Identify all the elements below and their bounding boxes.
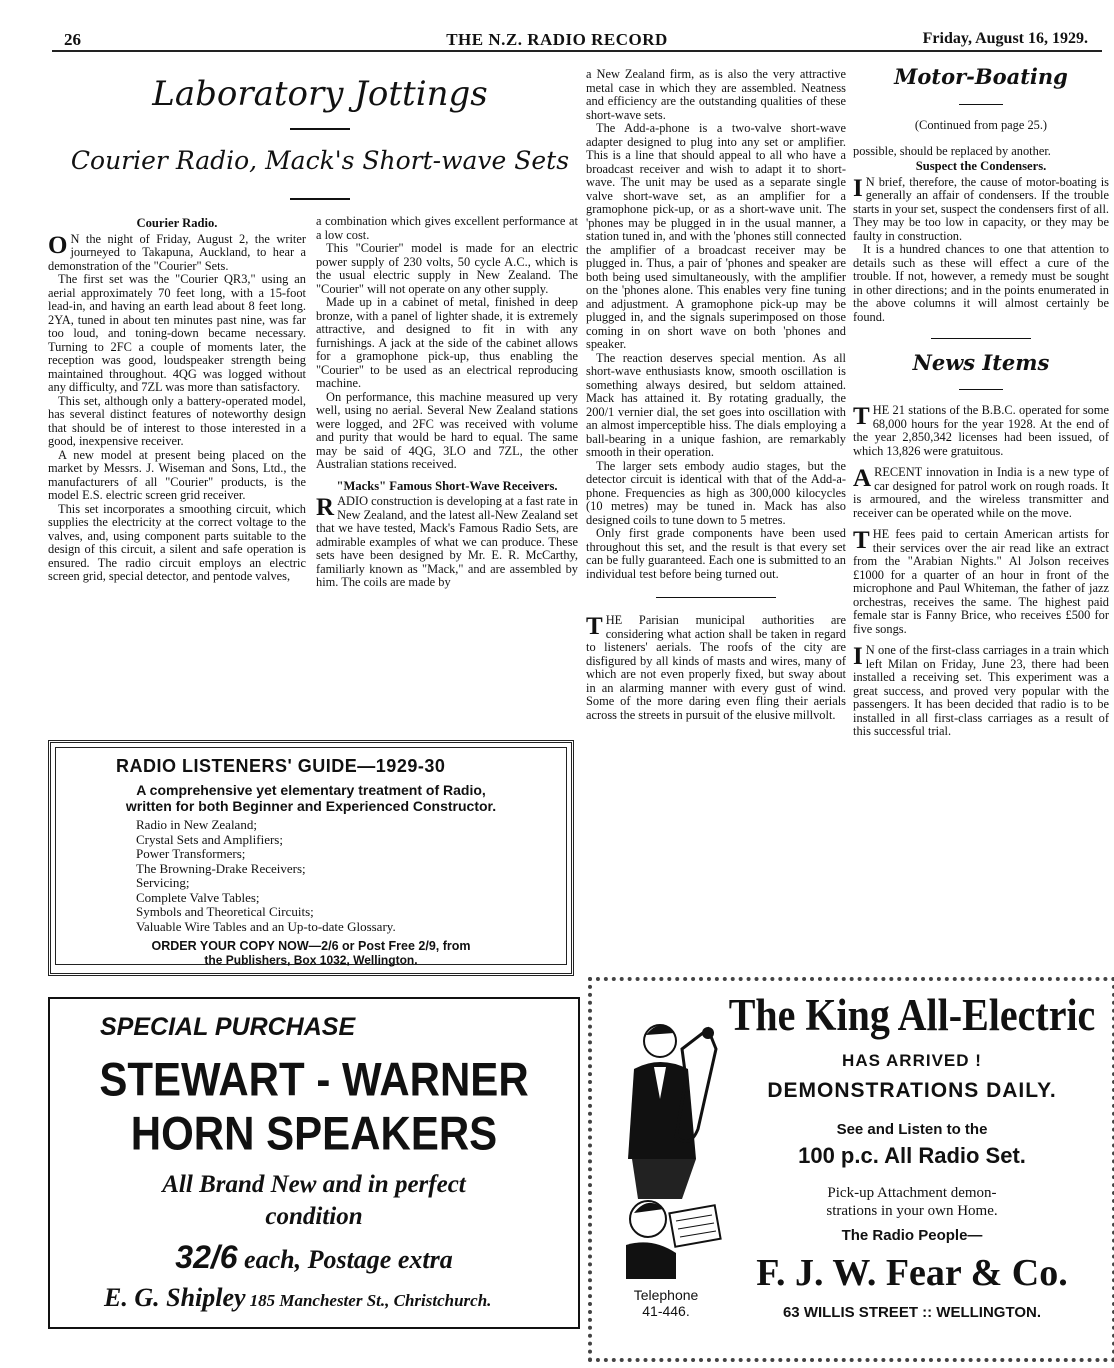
- col1-para-3: This set, although only a battery-operated model, has several distinct features of noteworthy design that should be of interest to those interested in a good, inexpensive receiver.: [48, 393, 306, 448]
- guide-list-item: Valuable Wire Tables and an Up-to-date Glossary.: [136, 918, 396, 934]
- header-rule: [52, 50, 1102, 52]
- col3-para-1: a New Zealand firm, as is also the very attractive metal case in which they are assembled. Neatness and efficiency are the outstanding qualities of these short-wave sets.: [586, 67, 846, 122]
- col3-para-5: Only first grade components have been used throughout this set, and the result is that every set can be fully guaranteed. Each one is submitted to an individual test before being turned out.: [586, 526, 846, 581]
- ship-name: E. G. Shipley: [104, 1283, 246, 1312]
- col-2: [316, 215, 578, 590]
- issue-date: Friday, August 16, 1929.: [922, 30, 1088, 47]
- drop-cap: I: [853, 174, 863, 202]
- drop-cap: T: [586, 613, 603, 640]
- king-pickup-2: strations in your own Home.: [826, 1203, 998, 1219]
- lab-title: Laboratory Jottings: [152, 74, 488, 114]
- guide-order-1: ORDER YOUR COPY NOW—2/6 or Post Free 2/9, from: [151, 939, 471, 953]
- guide-ad: [48, 740, 574, 976]
- drop-cap: T: [853, 403, 870, 430]
- king-people: The Radio People—: [841, 1227, 983, 1244]
- guide-list-item: Symbols and Theoretical Circuits;: [136, 904, 314, 919]
- col3-para-3: The reaction deserves special mention. As all short-wave enthusiasts know, smooth oscillation is something always desired, but seldom attained. Mack has attained it. By rotating gradually, the 200/1 vernier dial, the set goes into oscillation with an almost imperceptible hiss. The dials employing a ball-bearing in a unique fashion, are remarkably smooth in their operation.: [586, 350, 846, 459]
- news-item-2: ARECENT innovation in India is a new type of car designed for patrol work on rough roads. It is armoured, and the wireless transmitter and receiver can be operated while on the move.: [853, 465, 1109, 520]
- guide-order-2: the Publishers, Box 1032, Wellington.: [204, 953, 418, 967]
- guide-list-item: Servicing;: [136, 875, 190, 890]
- king-demos: DEMONSTRATIONS DAILY.: [767, 1079, 1057, 1102]
- col3-para-2: The Add-a-phone is a two-valve short-wave adapter designed to plug into any set or amplifier. This is a line that should appeal to all who have a broadcast receiver and wish to adapt it to short-wave. The unit may be used as a separate single valve short-wave set, as an amplifier for a gramophone pick-up, or as a short-wave unit. The 'phones may be plugged in in the usual manner, a station tuned in, and with the 'phones still connected the amplifier of a broadcast receiver may be plugged in. Thus, a pair of 'phones and speaker are both being used simultaneously, with the amplifier on the 'phones alone. This enables very fine tuning and adjustment. A gramophone pick-up may be plugged in, and the signals superimposed on those coming in on short wave on both 'phones and speaker.: [586, 121, 846, 351]
- motor-para-2: It is a hundred chances to one that attention to details such as these will effect a cure of the trouble. If not, however, a remedy must be sought in other directions; and in the points enumerated in the above columns it will almost certainly be found.: [853, 242, 1109, 324]
- ship-price-line: [50, 1239, 578, 1276]
- guide-list-item: Crystal Sets and Amplifiers;: [136, 831, 283, 847]
- ship-price: 32/6: [175, 1239, 238, 1275]
- guide-list-item: Power Transformers;: [136, 846, 246, 861]
- ship-line-3: All Brand New and in perfect: [162, 1171, 466, 1198]
- lab-title-block: [60, 72, 580, 200]
- ship-line-2: HORN SPEAKERS: [130, 1107, 498, 1160]
- special-purchase: SPECIAL PURCHASE: [100, 1013, 356, 1041]
- col-3: [586, 68, 846, 722]
- drop-cap: O: [48, 231, 68, 259]
- news-item-4: I N one of the first-class carriages in a train which left Milan on Friday, June 23, there had been installed a receiving set. This experiment was a great success, and proved very popular with the passengers. It has been decided that radio is to be installed in all first-class carriages as a result of this successful trial.: [853, 643, 1109, 738]
- col1-para-4: A new model at present being placed on the market by Messrs. J. Wiseman and Sons, Ltd., the manufacturers of all "Courier" products, is the model E.S. electric screen grid receiver.: [48, 447, 306, 502]
- king-set: 100 p.c. All Radio Set.: [798, 1143, 1026, 1168]
- news-item-3: THE fees paid to certain American artists for their services over the air read like an extract from the "Arabian Nights." Al Jolson receives £1000 for a quarter of an hour in front of the microphone and Paul Whiteman, the father of jazz orchestras, receives the same. The highest paid female star is Fanny Brice, who receives £500 for five songs.: [853, 527, 1109, 636]
- guide-list: [136, 818, 556, 934]
- col2-para-3: Made up in a cabinet of metal, finished in deep bronze, with a panel of lighter shade, it is extremely attractive, and designed to fit in with any furnishings. A jack at the side of the cabinet allows for a gramophone pick-up, thus enabling the "Courier" to be used as an electrical reproducing machine.: [316, 295, 578, 390]
- news-rule: [959, 389, 1003, 390]
- drop-cap: T: [853, 527, 870, 554]
- lab-subtitle: Courier Radio, Mack's Short-wave Sets: [70, 146, 570, 175]
- ship-line-4: condition: [265, 1203, 363, 1230]
- king-firm: F. J. W. Fear & Co.: [756, 1252, 1068, 1294]
- title-rule: [290, 128, 350, 130]
- news-item-1: THE 21 stations of the B.B.C. operated for some 68,000 hours for the year 1928. At the end of the year 2,850,342 licenses had been issued, of which 13,826 were gratuitous.: [853, 403, 1109, 458]
- ship-line-1: STEWART - WARNER: [99, 1053, 529, 1106]
- motor-heading: Suspect the Condensers.: [915, 159, 1047, 173]
- col1-para-2: The first set was the "Courier QR3," using an aerial approximately 70 feet long, with a 15-foot lead-in, and having an earth lead about 8 feet long. 2YA, tuned in about ten minutes past nine, was far too loud, and toning-down became necessary. Turning to 2FC a couple of moments later, the reception was good, loudspeaker strength being maintained throughout. 4QG was logged without any difficulty, and 7ZL was more than satisfactory.: [48, 272, 306, 394]
- drop-cap: R: [316, 494, 335, 521]
- guide-sub-2: written for both Beginner and Experienced Constructor.: [125, 798, 497, 814]
- motor-para-1: I N brief, therefore, the cause of motor-boating is generally an affair of condensers. If the trouble starts in your set, suspect the condensers first of all. They may be too low in capacity, or they may be faulty in construction.: [853, 174, 1109, 243]
- col2-para-4: On performance, this machine measured up very well, using no aerial. Several New Zealand stations were logged, and 2FC was received with volume and purity that would be hard to equal. The same may be said of 4QG, 3LO and 7ZL, the other Australian stations received.: [316, 389, 578, 471]
- col3-para-4: The larger sets embody audio stages, but the detector circuit is identical with that of the Add-a-phone. Frequencies as high as 300,000 kilocycles (10 metres) may be tuned in. Mack has also designed coils to tune down to 5 metres.: [586, 458, 846, 527]
- king-title: The King All-Electric: [728, 988, 1096, 1041]
- col1-para-1: O N the night of Friday, August 2, the writer journeyed to Takapuna, Auckland, to hear a demonstration of the "Courier" Sets.: [48, 231, 306, 273]
- subtitle-rule: [290, 198, 350, 200]
- col3-rule: [656, 597, 776, 598]
- ship-footer: [104, 1283, 491, 1313]
- col2-macks-para: RADIO construction is developing at a fast rate in New Zealand, and the latest all-New Zealand set that we have tested, Mack's Famous Radio Sets, are admirable examples of what we can produce. These sets have been designed by Mr. E. R. McCarthy, familiarly known as "Mack," and are assembled by him. The coils are made by: [316, 494, 578, 589]
- motor-lead: possible, should be replaced by another.: [853, 143, 1051, 158]
- king-pickup-1: Pick-up Attachment demon-: [827, 1185, 997, 1201]
- guide-title: RADIO LISTENERS' GUIDE—1929-30: [116, 756, 446, 776]
- col2-para-2: This "Courier" model is made for an electric power supply of 230 volts, 50 cycle A.C., which is the usual electric supply in New Zealand. The "Courier" will not operate on any other supply.: [316, 241, 578, 296]
- drop-cap: I: [853, 643, 863, 670]
- masthead: THE N.Z. RADIO RECORD: [446, 30, 668, 49]
- saxophonist-illustration: [612, 1009, 732, 1279]
- col-4: [853, 62, 1109, 739]
- news-top-rule: [931, 338, 1031, 339]
- king-tel: 41-446.: [642, 1303, 690, 1319]
- king-ad: [588, 977, 1114, 1362]
- motor-rule: [959, 104, 1003, 105]
- guide-list-item: Radio in New Zealand;: [136, 817, 257, 832]
- macks-heading: "Macks" Famous Short-Wave Receivers.: [336, 478, 558, 493]
- motor-title: Motor-Boating: [894, 64, 1068, 89]
- ship-address: 185 Manchester St., Christchurch.: [249, 1291, 492, 1310]
- ship-price-rest: each, Postage extra: [244, 1245, 453, 1274]
- col1-para-5: This set incorporates a smoothing circuit, which supplies the electricity at the correct voltage to the valves, and, using component parts suitable to the design of this circuit, a silent and safe operation is ensured. The radio circuit employs an electric screen grid, special detector, and pentode valves,: [48, 501, 306, 583]
- page-number: 26: [64, 30, 81, 49]
- courier-heading: Courier Radio.: [136, 216, 218, 230]
- guide-list-item: The Browning-Drake Receivers;: [136, 860, 306, 876]
- shipley-ad: [48, 997, 580, 1329]
- guide-list-item: Complete Valve Tables;: [136, 889, 260, 905]
- king-tel-label: Telephone: [633, 1287, 699, 1303]
- king-address: 63 WILLIS STREET :: WELLINGTON.: [782, 1304, 1042, 1321]
- guide-sub-1: A comprehensive yet elementary treatment of Radio,: [136, 782, 486, 798]
- col2-para-1: a combination which gives excellent performance at a low cost.: [316, 214, 578, 242]
- motor-continued: (Continued from page 25.): [914, 118, 1048, 132]
- king-see: See and Listen to the: [836, 1121, 988, 1138]
- drop-cap: A: [853, 465, 872, 492]
- news-title: News Items: [912, 350, 1050, 375]
- col-1: [48, 215, 306, 584]
- parisian-para: THE Parisian municipal authorities are considering what action shall be taken in regard to listeners' aerials. The roofs of the city are disfigured by all kinds of masts and wires, many of which are not even properly fixed, but sway about in an alarming manner with every gust of wind. Some of the more daring even fling their aerials across the streets in pursuit of the elusive millvolt.: [586, 613, 846, 722]
- king-arrived: HAS ARRIVED !: [842, 1051, 982, 1070]
